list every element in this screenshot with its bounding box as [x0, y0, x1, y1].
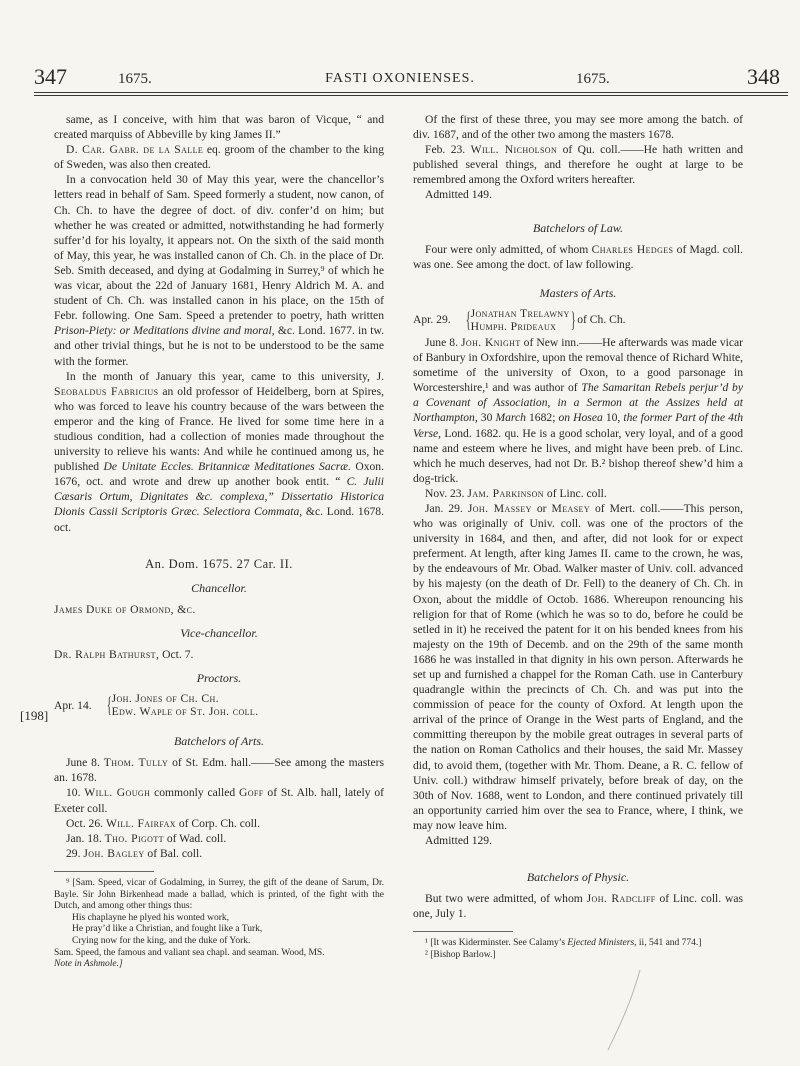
- list-item: 10. Will. Gough commonly called Goff of St. Alb. hall, lately of Exeter coll.: [54, 786, 384, 815]
- header-rule-2: [34, 95, 788, 96]
- margin-page-number: [198]: [20, 708, 49, 723]
- section-heading-batchelors-law: Batchelors of Law.: [532, 220, 624, 235]
- brace-icon: {: [106, 692, 112, 718]
- paragraph: Feb. 23. Will. Nicholson of Qu. coll.——He hath written and published several things, and therefore he ought at large to be remembred among the Oxford writers hereafter.: [413, 143, 743, 187]
- masters-entry: [413, 307, 743, 333]
- right-column: [413, 112, 743, 962]
- left-column: [54, 112, 384, 971]
- vice-chancellor-entry: Dr. Ralph Bathurst, Oct. 7.: [54, 648, 194, 661]
- verse-line: Crying now for the king, and the duke of York.: [72, 935, 251, 946]
- masters-college: of Ch. Ch.: [577, 313, 626, 327]
- proctors-entry: [54, 692, 384, 718]
- list-item: Nov. 23. Jam. Parkinson of Linc. coll.: [425, 486, 607, 500]
- section-heading-proctors: Proctors.: [196, 671, 242, 686]
- list-item: Oct. 26. Will. Fairfax of Corp. Ch. coll.: [66, 816, 261, 830]
- footnote-9: ⁹ [Sam. Speed, vicar of Godalming, in Surrey, the gift of the deane of Sarum, Dr. Bayle. Sir John Birkenhead made a ballad, which is printed, of the fight with the Dutch, and among other things thus: His chaplayne he plyed his wonted work, He pray’d like a Christian, and fought like a Turk, Crying now for the king, and the duke of York. Sam. Speed, the famous and valiant sea chapl. and seaman. Wood, MS. Note in Ashmole.]: [54, 877, 384, 970]
- paragraph: Four were only admitted, of whom Charles Hedges of Magd. coll. was one. See among the doct. of law following.: [413, 242, 743, 271]
- verse-attribution: Sam. Speed, the famous and valiant sea chapl. and seaman. Wood, MS.: [54, 947, 325, 958]
- paragraph: D. Car. Gabr. de la Salle eq. groom of the chamber to the king of Sweden, was also then created.: [54, 143, 384, 172]
- paragraph: In the month of January this year, came to this university, J. Seobaldus Fabricius an old professor of Heidelberg, born at Spires, who was forced to leave his country because of the wars between the emperor and the king of France. He lived for some time here in a studious condition, had a collection of monies made throughout the university to relieve his wants: And while he continued among us, he published De Unitate Eccles. Britannicæ Meditationes Sacræ. Oxon. 1676, oct. and wrote and drew up another book entit. “ C. Julii Cæsaris Ortum, Dignitates &c. complexa,” Dissertatio Historica Dionis Cassii Scriptoris Græc. Selectiora Commata, &c. Lond. 1678. oct.: [54, 369, 385, 534]
- footnote-1: ¹ [It was Kiderminster. See Calamy’s Ejected Ministers, ii, 541 and 774.]: [425, 938, 702, 949]
- footnote-2: ² [Bishop Barlow.]: [425, 950, 496, 960]
- footnote-rule: [413, 931, 513, 932]
- master-names: Jonathan Trelawny Humph. Prideaux: [470, 306, 570, 333]
- proctors-date: Apr. 14.: [54, 698, 92, 712]
- paragraph: In a convocation held 30 of May this year, were the chancellor’s letters read in behalf of Sam. Speed formerly a student, now canon, of Ch. Ch. to have the degree of doct. of div. confer’d on him; but whether he was created or admitted, notwithstanding he had formerly suffer’d for his loyalty, it appears not. On the sixth of the said month of May, this year, he was installed canon of Ch. Ch. in the place of Dr. Seb. Smith deceased, and dying at Godalming in Surrey,⁹ of which he was vicar, about the 22d of January 1681, Henry Aldrich M. A. and student of Ch. Ch. was installed canon in his place, on the 15th of Febr. following. One Sam. Speed a pretender to poetry, hath written Prison-Piety: or Meditations divine and moral, &c. Lond. 1677. in tw. and other trivial things, but he is not to be understood to be the same with the former.: [54, 173, 384, 368]
- section-heading-masters-arts: Masters of Arts.: [539, 285, 617, 300]
- chancellor-name: James Duke of Ormond, &c.: [54, 602, 196, 616]
- verse-line: His chaplayne he plyed his wonted work,: [72, 912, 229, 923]
- brace-close-icon: }: [570, 306, 576, 332]
- footnote-rule: [54, 871, 154, 872]
- list-item: Jan. 29. Joh. Massey or Measey of Mert. coll.——This person, who was originally of Univ. coll. was one of the proctors of the university in 1684, and then, and after, did not look for or expect preferment. At length, after king James II. came to the crown, he was, by the endeavours of Mr. Obad. Walker master of Univ. coll. advanced by his majesty (on the death of Dr. Fell) to the deanery of Ch. Ch. in Oxon, about the middle of Octob. 1686. Whereupon renouncing his religion for that of Rome (which he was so to do, before he could be setled in it) he received the patent for it on his bended knees from his majesty on the 19th of Decemb. and on the 29th of the same month 1686 he was installed in that dignity in his own person. Afterwards he set up and furnished a chappel for the Roman Cath. use in Canterbury quadrangle within the precincts of Ch. Ch. and was put into the commission of peace for the county of Oxford. At length upon the arrival of the prince of Orange in the West parts of England, and the committing thereupon by the mobile great outrages in several parts of the nation on Roman Catholics and their houses, the said Mr. Massey did, to avoid them, (together with Mr. Thom. Deane, a R. C. fellow of Univ. coll.) withdraw himself privately, before break of day, on the 30th of Nov. 1688, went to London, and there continued privately till an opportunity carried him over the sea to France, where, I think, we may now leave him.: [413, 501, 743, 832]
- verse-line: He pray’d like a Christian, and fought like a Turk,: [72, 924, 263, 935]
- brace-icon: {: [465, 306, 471, 332]
- footnotes-right: [413, 938, 743, 961]
- pencil-mark-icon: [600, 965, 660, 1055]
- year-right: 1675.: [576, 71, 610, 87]
- proctor-names: Joh. Jones of Ch. Ch. Edw. Waple of St. Joh. coll.: [111, 692, 259, 719]
- masters-date: Apr. 29.: [413, 313, 451, 327]
- section-heading-batchelors-arts: Batchelors of Arts.: [173, 734, 265, 749]
- footnote-source: Note in Ashmole.]: [54, 959, 123, 970]
- list-item: 29. Joh. Bagley of Bal. coll.: [66, 846, 203, 860]
- page-number-left: 347: [34, 64, 67, 89]
- paragraph: same, as I conceive, with him that was baron of Vicque, “ and created marquiss of Abbeville by king James II.”: [54, 113, 384, 142]
- admitted-count: Admitted 129.: [425, 834, 492, 848]
- page-number-right: 348: [747, 64, 780, 89]
- paragraph: But two were admitted, of whom Joh. Radcliff of Linc. coll. was one, July 1.: [413, 892, 743, 921]
- year-heading: An. Dom. 1675. 27 Car. II.: [145, 556, 293, 571]
- page-header: [0, 62, 800, 90]
- list-item: Jan. 18. Tho. Pigott of Wad. coll.: [66, 831, 227, 845]
- header-rule: [34, 92, 788, 93]
- section-heading-vice-chancellor: Vice-chancellor.: [180, 625, 258, 640]
- year-left: 1675.: [118, 71, 152, 87]
- section-heading-chancellor: Chancellor.: [191, 580, 247, 595]
- list-item: June 8. Thom. Tully of St. Edm. hall.——See among the masters an. 1678.: [54, 756, 384, 785]
- paragraph: Of the first of these three, you may see more among the batch. of div. 1687, and of the other two among the masters 1678.: [413, 113, 743, 142]
- section-heading-batchelors-physic: Batchelors of Physic.: [526, 870, 630, 885]
- list-item: June 8. Joh. Knight of New inn.——He afterwards was made vicar of Banbury in Oxfordshire, upon the removal thence of Richard White, sometime of the university of Oxon, to a good parsonage in Worcestershire,¹ and was author of The Samaritan Rebels perjur’d by a Covenant of Association, in a Sermon at the Assizes held at Northampton, 30 March 1682; on Hosea 10, the former Part of the 4th Verse, Lond. 1682. qu. He is a good scholar, very loyal, and of a good name and esteem where he lives, and might have been preb. of Linc. which he much deserves, had not Dr. B.² bishop thereof shew’d him a dog-trick.: [413, 335, 743, 485]
- running-title: FASTI OXONIENSES.: [325, 71, 475, 86]
- admitted-count: Admitted 149.: [425, 188, 492, 202]
